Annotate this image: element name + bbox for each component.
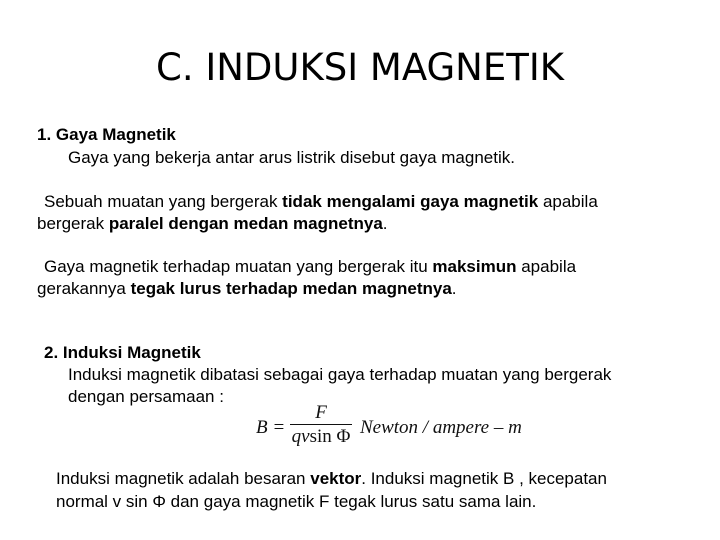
formula-lhs: B =: [256, 417, 286, 438]
paragraph-parallel-line-1: Sebuah muatan yang bergerak tidak mengalami gaya magnetik apabila: [44, 192, 598, 211]
fraction-bar: [290, 424, 352, 425]
paragraph-maksimum-line-2: gerakannya tegak lurus terhadap medan magnetnya.: [37, 279, 457, 298]
paragraph-maksimum-line-1: Gaya magnetik terhadap muatan yang bergerak itu maksimun apabila: [44, 257, 577, 276]
gaya-magnetik-definition: Gaya yang bekerja antar arus listrik disebut gaya magnetik.: [68, 148, 515, 167]
section-1-heading: 1. Gaya Magnetik: [37, 125, 176, 144]
paragraph-parallel-line-2: bergerak paralel dengan medan magnetnya.: [37, 214, 388, 233]
page-title: C. INDUKSI MAGNETIK: [155, 46, 565, 89]
formula-numerator: F: [315, 402, 327, 423]
formula-fraction: [290, 403, 352, 447]
formula-denominator: qvsin Φ: [291, 426, 351, 447]
induksi-definition-line-2: dengan persamaan :: [68, 387, 224, 406]
conclusion-line-1: Induksi magnetik adalah besaran vektor. Induksi magnetik B , kecepatan: [56, 469, 607, 488]
conclusion-line-2: normal v sin Φ dan gaya magnetik F tegak lurus satu sama lain.: [56, 492, 537, 511]
formula-unit: Newton / ampere – m: [360, 417, 522, 438]
induksi-definition-line-1: Induksi magnetik dibatasi sebagai gaya terhadap muatan yang bergerak: [68, 365, 612, 384]
section-2-heading: 2. Induksi Magnetik: [44, 343, 201, 362]
